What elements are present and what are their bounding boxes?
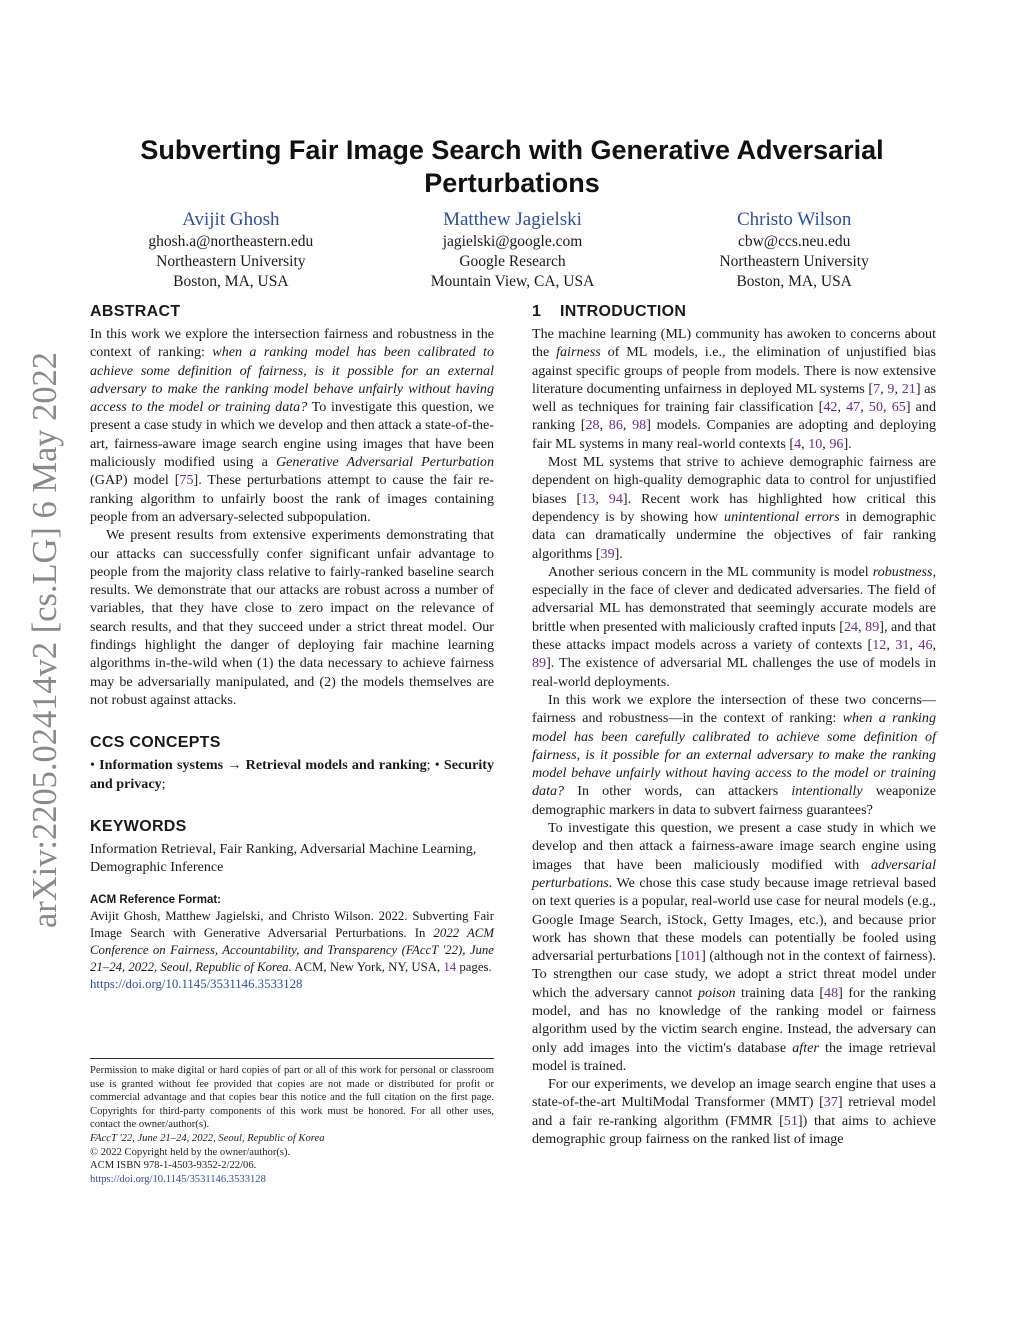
text-run: poison bbox=[697, 984, 736, 1001]
text-run: , bbox=[909, 637, 919, 654]
citation-link[interactable]: 75 bbox=[179, 472, 194, 489]
page-count-link[interactable]: 14 bbox=[443, 960, 457, 975]
abstract-paragraph-2: We present results from extensive experiments demonstrating that our attacks can successfully confer significant unfair advantage to people from the majority class relative to fairly-ranked baseline search results. We demonstrate that our attacks are robust across a number of variables, that they have close to zero impact on the relevance of search results, and that they succeed under a strict threat model. Our findings highlight the danger of deploying fair machine learning algorithms in-the-wild when (1) the data necessary to achieve fairness may be adversarially manipulated, and (2) the models themselves are not robust against attacks. bbox=[90, 527, 494, 708]
author-email: cbw@ccs.neu.edu bbox=[737, 233, 851, 250]
footnote-doi-link[interactable]: https://doi.org/10.1145/3531146.3533128 bbox=[90, 1173, 266, 1185]
citation-link[interactable]: 86 bbox=[608, 417, 623, 434]
text-run: ACM, New York, NY, USA, bbox=[291, 960, 444, 975]
text-run: the image retrieval model is trained. bbox=[532, 1039, 937, 1074]
citation-link[interactable]: 10 bbox=[808, 435, 823, 452]
text-run: • bbox=[90, 757, 100, 774]
author-affiliation: Northeastern University bbox=[719, 253, 869, 270]
citation-link[interactable]: 21 bbox=[901, 380, 916, 397]
ccs-concepts bbox=[90, 756, 494, 793]
keywords-text: Information Retrieval, Fair Ranking, Adversarial Machine Learning, Demographic Inference bbox=[90, 840, 477, 876]
citation-link[interactable]: 51 bbox=[783, 1112, 798, 1129]
text-run: In this work we explore the intersection of these two concerns—fairness and robustness—in the context of ranking: bbox=[532, 691, 936, 727]
text-run: ] for the ranking model, and has no knowledge of the ranking model or fairness algorithm used by the victim search engine. Instead, the adversary can only add images into the victim's database bbox=[532, 984, 937, 1056]
author-1 bbox=[90, 208, 372, 292]
citation-link[interactable]: 65 bbox=[891, 399, 906, 416]
citation-link[interactable]: 42 bbox=[823, 399, 838, 416]
citation-link[interactable]: 12 bbox=[872, 637, 887, 654]
isbn-line: ACM ISBN 978-1-4503-9352-2/22/06. bbox=[90, 1160, 257, 1172]
text-run: To investigate this question, we present a case study in which we develop and then attack a state-of-the-art, fairness-aware image search engine using images that have been maliciously modified using a bbox=[90, 399, 495, 471]
text-run: ], and that these attacks impact models across a variety of contexts [ bbox=[532, 618, 937, 654]
citation-link[interactable]: 31 bbox=[895, 637, 910, 654]
abstract-heading: ABSTRACT bbox=[90, 303, 181, 320]
author-3 bbox=[653, 208, 935, 292]
text-run: , bbox=[880, 380, 888, 397]
arxiv-watermark bbox=[20, 350, 66, 930]
acm-reference-text bbox=[90, 908, 494, 993]
text-run: ] retrieval model and a fair re-ranking algorithm (FMMR [ bbox=[532, 1094, 936, 1129]
text-run: training data [ bbox=[735, 984, 825, 1001]
author-email: ghosh.a@northeastern.edu bbox=[148, 233, 314, 250]
text-run: ] (although not in the context of fairness). To strengthen our case study, we adopt a strict threat model under which the adversary cannot bbox=[532, 948, 936, 1001]
text-run: . We chose this case study because image retrieval based on text queries is a popular, real-world use case for neural models (e.g., Google Image Search, iStock, Getty Images, etc.), and because prior work has shown that these models can potentially be fooled using adversarial perturbations [ bbox=[532, 874, 936, 965]
citation-link[interactable]: 4 bbox=[794, 435, 802, 452]
ccs-term: Information systems bbox=[99, 757, 224, 774]
text-run: unintentional errors bbox=[724, 508, 840, 525]
section-number: 1 bbox=[532, 303, 542, 320]
text-run: ] as well as techniques for training fair classification [ bbox=[532, 380, 936, 416]
text-run: , bbox=[932, 637, 937, 654]
acm-reference-heading: ACM Reference Format: bbox=[90, 894, 221, 907]
text-run: Generative Adversarial Perturbation bbox=[276, 454, 494, 471]
citation-link[interactable]: 98 bbox=[632, 417, 647, 434]
citation-link[interactable]: 50 bbox=[868, 399, 884, 416]
venue-line: FAccT '22, June 21–24, 2022, Seoul, Republic of Korea bbox=[90, 1132, 325, 1144]
right-column bbox=[532, 300, 936, 1148]
text-run: pages. bbox=[456, 960, 492, 975]
keywords-heading: KEYWORDS bbox=[90, 817, 187, 835]
text-run: Another serious concern in the ML community is model bbox=[548, 563, 873, 580]
text-run: In this work we explore the intersection fairness and robustness in the context of ranking: bbox=[90, 326, 494, 361]
intro-paragraph bbox=[532, 819, 936, 1075]
citation-link[interactable]: 46 bbox=[918, 637, 933, 654]
citation-link[interactable]: 7 bbox=[873, 380, 881, 397]
intro-paragraph bbox=[532, 453, 936, 563]
citation-link[interactable]: 28 bbox=[585, 417, 600, 434]
text-run: , bbox=[886, 637, 896, 654]
text-run: , bbox=[837, 399, 847, 416]
copyright-line: © 2022 Copyright held by the owner/author(s). bbox=[90, 1146, 291, 1158]
text-run: ]. bbox=[843, 435, 852, 452]
citation-link[interactable]: 9 bbox=[887, 380, 895, 397]
citation-link[interactable]: 96 bbox=[829, 435, 844, 452]
ccs-term: Retrieval models and ranking bbox=[245, 757, 427, 774]
text-run: ]. Recent work has highlighted how critical this dependency is by showing how bbox=[532, 490, 936, 525]
doi-link[interactable]: https://doi.org/10.1145/3531146.3533128 bbox=[90, 977, 303, 992]
citation-link[interactable]: 89 bbox=[532, 655, 547, 672]
author-name[interactable]: Christo Wilson bbox=[736, 209, 852, 230]
text-run: , bbox=[883, 399, 892, 416]
left-column bbox=[90, 300, 494, 993]
text-run: In other words, can attackers bbox=[564, 783, 792, 800]
ccs-heading: CCS CONCEPTS bbox=[90, 734, 221, 752]
intro-paragraph bbox=[532, 563, 936, 691]
text-run: adversarial perturbations bbox=[532, 856, 936, 891]
citation-link[interactable]: 48 bbox=[824, 984, 839, 1001]
text-run: when a ranking model has been carefully calibrated to achieve some definition of fairness, is it possible for an external adversary to make the ranking model behave unfairly without having access to the model or training data? bbox=[532, 710, 936, 800]
text-run: ]. These perturbations attempt to cause the fair re-ranking algorithm to unfairly boost the rank of images containing people from an adversary-selected subpopulation. bbox=[90, 472, 494, 525]
citation-link[interactable]: 24 bbox=[844, 618, 859, 635]
text-run: of ML models, i.e., the elimination of unjustified bias against specific groups of people from models. There is now extensive literature documenting unfairness in deployed ML systems [ bbox=[532, 344, 936, 397]
text-run: 2022 ACM Conference on Fairness, Accountability, and Transparency (FAccT '22), June 21–24, 2022, Seoul, Republic of Korea. bbox=[90, 926, 494, 975]
text-run: , bbox=[858, 618, 866, 635]
author-name[interactable]: Avijit Ghosh bbox=[182, 209, 280, 230]
text-run: ]. The existence of adversarial ML challenges the use of models in real-world deployments. bbox=[532, 655, 936, 690]
text-run: Avijit Ghosh, Matthew Jagielski, and Christo Wilson. 2022. Subverting Fair Image Search with Generative Adversarial Perturbations. In bbox=[90, 909, 494, 941]
copyright-footnote bbox=[90, 1058, 494, 1186]
citation-link[interactable]: 13 bbox=[581, 490, 596, 507]
text-run: , bbox=[801, 435, 809, 452]
text-run: , bbox=[622, 417, 633, 434]
author-location: Boston, MA, USA bbox=[173, 273, 289, 290]
author-email: jagielski@google.com bbox=[442, 233, 583, 250]
text-run: The machine learning (ML) community has awoken to concerns about the bbox=[532, 326, 936, 361]
intro-paragraph bbox=[532, 1075, 936, 1148]
text-run: in demographic data can dramatically undermine the objectives of fair ranking algorithms [ bbox=[532, 508, 936, 562]
text-run: after bbox=[792, 1039, 819, 1056]
author-2 bbox=[372, 208, 654, 292]
text-run: , bbox=[599, 417, 609, 434]
intro-heading bbox=[532, 300, 936, 324]
text-run: robustness bbox=[872, 563, 933, 580]
author-location: Boston, MA, USA bbox=[736, 273, 852, 290]
citation-link[interactable]: 101 bbox=[679, 948, 702, 965]
citation-link[interactable]: 47 bbox=[846, 399, 861, 416]
citation-link[interactable]: 37 bbox=[823, 1094, 838, 1111]
text-run: when a ranking model has been calibrated to achieve some definition of fairness, is it possible for an external adversary to make the ranking model behave unfairly without having access to the model or training data? bbox=[90, 344, 495, 416]
text-run: ] models. Companies are adopting and deploying fair ML systems in many real-world contexts [ bbox=[532, 417, 937, 452]
text-run: ] and ranking [ bbox=[532, 399, 937, 434]
text-run: (GAP) model [ bbox=[90, 472, 180, 489]
abstract-paragraph-1 bbox=[90, 325, 494, 526]
text-run: intentionally bbox=[791, 783, 863, 800]
text-run: fairness bbox=[556, 344, 601, 361]
citation-link[interactable]: 94 bbox=[608, 490, 623, 507]
permission-notice: Permission to make digital or hard copies of part or all of this work for personal or classroom use is granted without fee provided that copies are not made or distributed for profit or commercial advantage and that copies bear this notice and the full citation on the first page. Copyrights for third-party components of this work must be honored. For all other uses, contact the owner/author(s). bbox=[90, 1065, 494, 1131]
author-block bbox=[90, 208, 935, 292]
text-run: weaponize demographic markers in data to subvert fairness guarantees? bbox=[532, 783, 937, 818]
ccs-term: Security and privacy bbox=[90, 757, 494, 792]
author-affiliation: Google Research bbox=[459, 253, 566, 270]
text-run: ; bbox=[161, 775, 166, 792]
author-affiliation: Northeastern University bbox=[156, 253, 306, 270]
text-run: , bbox=[822, 435, 830, 452]
author-name[interactable]: Matthew Jagielski bbox=[443, 209, 582, 230]
text-run: , bbox=[860, 399, 869, 416]
text-run: , bbox=[595, 490, 609, 507]
text-run: ]. bbox=[614, 545, 623, 562]
section-title: INTRODUCTION bbox=[560, 303, 687, 320]
citation-link[interactable]: 39 bbox=[600, 545, 615, 562]
text-run: To investigate this question, we present a case study in which we develop and then attack a fairness-aware image search engine using images that have been maliciously modified with bbox=[532, 820, 936, 873]
text-run: , especially in the face of clever and dedicated adversaries. The field of adversarial ML has demonstrated that seemingly accurate models are brittle when presented with maliciously crafted inputs [ bbox=[532, 563, 936, 635]
text-run: , bbox=[894, 380, 902, 397]
text-run: → bbox=[223, 757, 246, 774]
citation-link[interactable]: 89 bbox=[865, 618, 880, 635]
arxiv-id: arXiv:2205.02414v2 [cs.LG] 6 May 2022 bbox=[25, 350, 64, 928]
intro-paragraph bbox=[532, 691, 936, 819]
intro-paragraph bbox=[532, 325, 936, 453]
text-run: For our experiments, we develop an image search engine that uses a state-of-the-art MultiModal Transformer (MMT) [ bbox=[532, 1076, 936, 1111]
author-location: Mountain View, CA, USA bbox=[430, 273, 595, 290]
paper-title: Subverting Fair Image Search with Generative Adversarial Perturbations bbox=[140, 135, 884, 198]
text-run: Most ML systems that strive to achieve demographic fairness are dependent on high-quality demographic data to control for unjustified biases [ bbox=[532, 454, 936, 507]
text-run: ; • bbox=[426, 757, 444, 774]
text-run: ]) that aims to achieve demographic group fairness on the ranked list of image bbox=[532, 1112, 936, 1148]
